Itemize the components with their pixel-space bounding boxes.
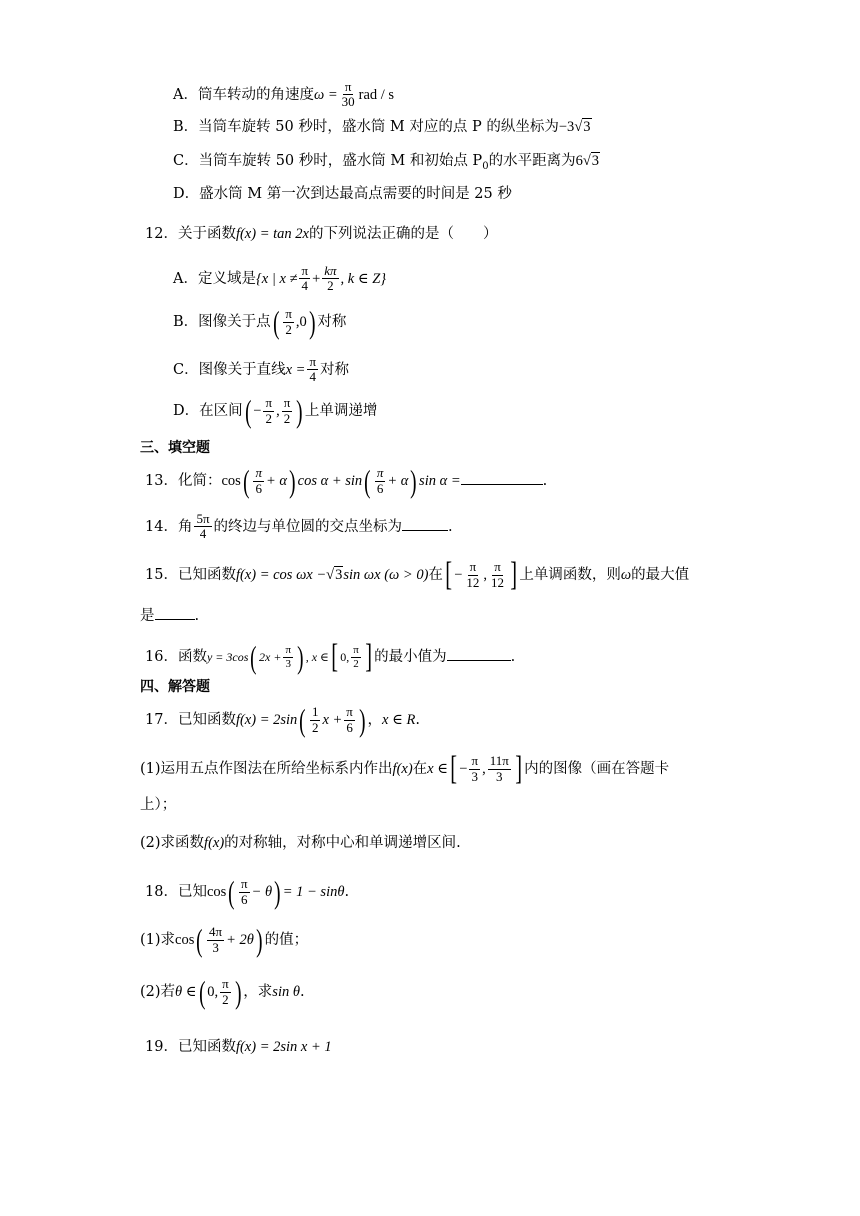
q12-option-d: D．在区间( − $\frac{\pi}{2}$ , $\frac{\pi}{2}$ ) 上单调递增 [173,393,378,429]
fraction: $\frac{\pi}{2}$ [222,976,229,1007]
radicand: 3 [591,153,600,169]
fraction: $\frac{\pi}{2}$ [285,306,292,337]
q12-option-b: B．图像关于点( $\frac{\pi}{2}$ ,0) 对称 [173,304,347,340]
q12-option-a: A．定义域是{x | x ≠ $\frac{\pi}{4}$ + $\frac{k\pi}{2}$ , k ∈ Z} [173,263,387,294]
fraction: $\frac{\pi}{4}$ [301,263,309,294]
q13: 13．化简：cos( $\frac{\pi}{6}$ + α) cos α + sin( $\frac{\pi}{6}$ + α) sin α = . [145,463,548,499]
unit: rad / s [358,86,395,103]
math-expr-2: , k ∈ Z} [340,270,387,287]
radicand: 3 [583,119,591,135]
fraction: $\frac{\pi}{12}$ [466,559,480,590]
option-text: B．当筒车旋转 50 秒时，盛水筒 M 对应的点 P 的纵坐标为 [173,119,559,135]
q11-option-d [173,187,512,202]
fraction: $\frac{\pi}{4}$ [309,354,317,385]
answer-blank[interactable] [447,646,511,661]
question-text: 14．角 [145,518,193,535]
q16: 16．函数y = 3cos( 2x + $\frac{\pi}{3}$ ) , x ∈[ 0, $\frac{\pi}{2}$ ] 的最小值为 . [145,638,516,675]
q17-stem: 17．已知函数f(x) = 2sin( $\frac{1}{2}$ x + $\frac{\pi}{6}$ ) ，x ∈ R. [145,702,420,738]
fraction: $\frac{\pi}{6}$ [376,465,384,496]
fraction: $\frac{5\pi}{4}$ [196,511,210,542]
option-text: A．定义域是 [173,270,256,287]
q15: 15．已知函数f(x) = cos ωx −√3sin ωx (ω > 0)在[ − $\frac{\pi}{12}$ , $\frac{\pi}{12}$ ] 上单调函数，则ω的最大值 [145,556,690,593]
option-text: C．图像关于直线 [173,361,286,378]
fraction: $\frac{11\pi}{3}$ [489,753,509,784]
question-text: (1)运用五点作图法在所给坐标系内作出 [140,761,393,777]
math-expr: x = [285,361,306,378]
q17-part1: (1)运用五点作图法在所给坐标系内作出f(x)在x ∈[ − $\frac{\pi}{3}$ , $\frac{11\pi}{3}$ ] 内的图像（画在答题卡 [140,750,670,787]
q19-stem: 19．已知函数f(x) = 2sin x + 1 [145,1039,332,1055]
question-text: 18．已知 [145,884,207,900]
q12-option-c [173,355,349,385]
answer-blank[interactable] [402,516,448,531]
fraction: $\frac{\pi}{3}$ [471,753,479,784]
subscript: 0 [482,160,489,172]
option-text-2: 的水平距离为 [488,153,576,169]
q15-continuation: 是 . [140,605,199,624]
question-text-2: 的下列说法正确的是（ ） [308,226,498,242]
q18-stem: 18．已知cos( $\frac{\pi}{6}$ − θ) = 1 − sinθ. [145,874,350,910]
math-expr: 6 [575,153,583,169]
fraction: $\frac{\pi}{12}$ [491,559,505,590]
q18-part2: (2)若θ ∈( 0, $\frac{\pi}{2}$ ) ，求sin θ. [140,974,305,1010]
fraction: $\frac{\pi}{3}$ [285,644,292,670]
question-text: 12．关于函数 [145,226,236,242]
option-text-2: 对称 [317,314,347,330]
q17-part2: (2)求函数f(x)的对称轴，对称中心和单调递增区间. [140,835,461,851]
q17-part1-cont: 上）； [140,797,177,813]
fraction: $\frac{k\pi}{2}$ [324,263,337,294]
option-text-2: 对称 [320,361,350,378]
fraction: $\frac{\pi}{30}$ [341,79,355,110]
question-text: 15．已知函数 [145,567,236,583]
fraction: $\frac{\pi}{2}$ [265,395,273,426]
q12-stem [145,227,497,242]
q11-option-c: C．当筒车旋转 50 秒时，盛水筒 M 和初始点 $P_0$的水平距离为6√3 [173,153,600,172]
fraction: $\frac{\pi}{2}$ [353,644,359,670]
q11-option-b: B．当筒车旋转 50 秒时，盛水筒 M 对应的点 P 的纵坐标为−3√3 [173,119,591,135]
q11-option-a [173,80,394,110]
option-text: D．盛水筒 M 第一次到达最高点需要的时间是 25 秒 [173,186,512,202]
math-expr: {x | x ≠ [255,270,298,287]
q18-part1: (1)求cos( $\frac{4\pi}{3}$ + 2θ) 的值； [140,922,309,958]
fraction: $\frac{\pi}{6}$ [240,876,248,907]
answer-blank[interactable] [461,470,543,485]
option-text: C．当筒车旋转 50 秒时，盛水筒 M 和初始点 P [173,153,483,169]
fraction: $\frac{\pi}{6}$ [255,465,262,496]
math-expr: −3 [558,119,575,135]
math-expr: ω = [313,86,338,103]
section-heading-solutions: 四、解答题 [140,679,210,695]
fraction: $\frac{1}{2}$ [311,704,319,735]
question-text: 13．化简： [145,473,222,489]
option-text: A．筒车转动的角速度 [173,86,314,103]
section-heading-fill-in: 三、填空题 [140,440,210,456]
option-text: B．图像关于点 [173,314,271,330]
fraction: $\frac{4\pi}{3}$ [209,924,223,955]
question-text-2: 的终边与单位圆的交点坐标为 [213,518,403,535]
math-expr: f(x) = tan 2x [235,226,309,242]
option-text-2: 上单调递增 [304,403,378,419]
question-text: 16．函数 [145,649,207,665]
answer-blank[interactable] [155,605,195,620]
fraction: $\frac{\pi}{2}$ [283,395,291,426]
fraction: $\frac{\pi}{6}$ [346,704,353,735]
option-text: D．在区间 [173,403,243,419]
q14: 14．角 $\frac{5\pi}{4}$ 的终边与单位圆的交点坐标为 . [145,511,453,542]
question-text: 17．已知函数 [145,712,236,728]
question-text: 19．已知函数 [145,1039,236,1055]
